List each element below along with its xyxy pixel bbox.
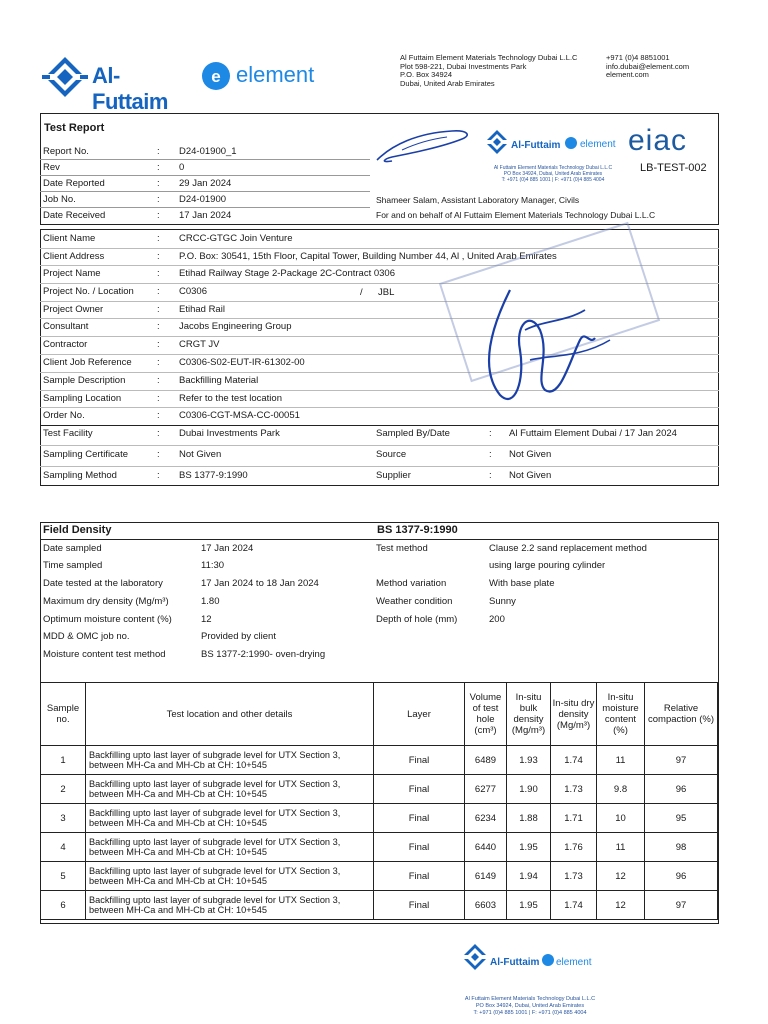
colon-separator: :: [157, 470, 160, 481]
col-header-layer: Layer: [374, 683, 465, 746]
facility-row: [40, 428, 719, 442]
volume-cell: 6603: [465, 891, 507, 920]
eiac-logo: eiac: [628, 124, 688, 157]
row-divider: [40, 159, 370, 160]
field-value: 11:30: [201, 560, 225, 571]
location-cell: [86, 775, 374, 804]
density-param-row: [40, 560, 370, 574]
location-line: between MH-Ca and MH-Cb at CH: 10+545: [89, 760, 267, 770]
compaction-cell: 98: [645, 833, 718, 862]
report-field-row: [40, 146, 370, 160]
density-param-row: [376, 560, 716, 574]
report-title: Test Report: [44, 122, 105, 134]
field-value: Etihad Railway Stage 2-Package 2C-Contract 0306: [179, 268, 395, 279]
density-param-row: [40, 596, 370, 610]
field-label: Weather condition: [376, 596, 453, 607]
volume-cell: 6149: [465, 862, 507, 891]
colon-separator: :: [157, 339, 160, 350]
accreditation-number: LB-TEST-002: [640, 162, 707, 174]
element-wordmark: element: [236, 62, 315, 87]
row-divider: [40, 191, 370, 192]
bulk-density-cell: 1.93: [507, 746, 551, 775]
density-param-row: [40, 614, 370, 628]
cert-company-line: T: +971 (0)4 885 1001 | F: +971 (0)4 885 4004: [501, 177, 605, 183]
col-header-sample-no: Sample no.: [41, 683, 86, 746]
compaction-cell: 96: [645, 862, 718, 891]
location-line: between MH-Ca and MH-Cb at CH: 10+545: [89, 818, 267, 828]
field-value: D24-01900_1: [179, 146, 237, 157]
colon-separator: :: [489, 428, 492, 439]
field-label: Optimum moisture content (%): [43, 614, 172, 625]
address-line: Plot 598-221, Dubai Investments Park: [400, 61, 527, 71]
location-line: Backfilling upto last layer of subgrade level for UTX Section 3,: [89, 836, 341, 847]
col-header-bulk-density: In-situ bulk density (Mg/m³): [507, 683, 551, 746]
bulk-density-cell: 1.88: [507, 804, 551, 833]
address-line: Dubai, United Arab Emirates: [400, 78, 495, 88]
footer-company-line: T: +971 (0)4 885 1001 | F: +971 (0)4 885 4004: [473, 1010, 587, 1016]
facility-row: [40, 449, 719, 463]
signature-cert-mark: [372, 125, 482, 167]
colon-separator: :: [157, 393, 160, 404]
dry-density-cell: 1.73: [551, 775, 597, 804]
table-row: [41, 833, 718, 862]
element-logo: [200, 60, 315, 96]
location-line: Backfilling upto last layer of subgrade level for UTX Section 3,: [89, 749, 341, 760]
density-param-row: [40, 543, 370, 557]
cert-company-info: [478, 165, 628, 183]
colon-separator: :: [489, 470, 492, 481]
field-label: Client Job Reference: [43, 357, 132, 368]
colon-separator: :: [489, 449, 492, 460]
field-label: Sampled By/Date: [376, 428, 450, 439]
compaction-cell: 96: [645, 775, 718, 804]
location-line: between MH-Ca and MH-Cb at CH: 10+545: [89, 789, 267, 799]
website: element.com: [606, 70, 649, 79]
compaction-cell: 97: [645, 891, 718, 920]
field-label: Maximum dry density (Mg/m³): [43, 596, 169, 607]
colon-separator: :: [157, 178, 160, 189]
field-label: Report No.: [43, 146, 89, 157]
bulk-density-cell: 1.95: [507, 833, 551, 862]
field-value: Refer to the test location: [179, 393, 282, 404]
row-divider: [40, 445, 719, 446]
field-value: 0: [179, 162, 185, 173]
svg-text:e: e: [211, 67, 221, 86]
field-label: Date sampled: [43, 543, 102, 554]
field-label: Moisture content test method: [43, 649, 166, 660]
sample-no-cell: 2: [41, 775, 86, 804]
field-density-standard: BS 1377-9:1990: [377, 524, 458, 536]
field-value: Clause 2.2 sand replacement method: [489, 543, 647, 554]
field-label: Source: [376, 449, 407, 460]
bulk-density-cell: 1.94: [507, 862, 551, 891]
table-row: [41, 746, 718, 775]
field-label: MDD & OMC job no.: [43, 631, 130, 642]
field-label: Supplier: [376, 470, 411, 481]
col-header-location: Test location and other details: [86, 683, 374, 746]
field-label: Sampling Location: [43, 393, 122, 404]
field-value: D24-01900: [179, 194, 227, 205]
density-param-row: [376, 596, 716, 610]
field-density-results-table: [40, 682, 718, 920]
address-line: P.O. Box 34924: [400, 70, 452, 79]
colon-separator: :: [157, 146, 160, 157]
footer-company-info: [430, 996, 630, 1017]
field-label: Sampling Method: [43, 470, 117, 481]
field-value: BS 1377-2:1990- oven-drying: [201, 649, 326, 660]
row-divider: [40, 175, 370, 176]
field-label: Time sampled: [43, 560, 103, 571]
sample-no-cell: 3: [41, 804, 86, 833]
field-value: C0306-CGT-MSA-CC-00051: [179, 410, 300, 421]
divider: [40, 425, 719, 426]
location-line: Backfilling upto last layer of subgrade level for UTX Section 3,: [89, 807, 341, 818]
field-value: Etihad Rail: [179, 304, 225, 315]
field-label: Sampling Certificate: [43, 449, 129, 460]
sample-no-cell: 1: [41, 746, 86, 775]
svg-text:Al-Futtaim: Al-Futtaim: [511, 140, 561, 151]
al-futtaim-wordmark: Al-Futtaim: [92, 63, 168, 114]
volume-cell: 6234: [465, 804, 507, 833]
field-label: Sample Description: [43, 375, 126, 386]
colon-separator: :: [157, 162, 160, 173]
location-cell: [86, 804, 374, 833]
field-label: Method variation: [376, 578, 447, 589]
field-label: Depth of hole (mm): [376, 614, 458, 625]
field-value: Not Given: [509, 449, 552, 460]
col-header-volume: Volume of test hole (cm³): [465, 683, 507, 746]
table-row: [41, 891, 718, 920]
location-value: JBL: [378, 287, 395, 298]
field-value: 1.80: [201, 596, 220, 607]
field-value: CRCC-GTGC Join Venture: [179, 233, 293, 244]
volume-cell: 6440: [465, 833, 507, 862]
volume-cell: 6277: [465, 775, 507, 804]
handwritten-signature: [470, 270, 620, 410]
table-row: [41, 775, 718, 804]
element-emblem-icon: [200, 60, 232, 92]
report-field-row: [40, 162, 370, 176]
field-value: Jacobs Engineering Group: [179, 321, 292, 332]
colon-separator: :: [157, 251, 160, 262]
field-value: using large pouring cylinder: [489, 560, 606, 571]
footer-company-line: Al Futtaim Element Materials Technology Dubai L.L.C: [464, 996, 596, 1002]
company-contact: [606, 54, 689, 80]
field-label: Project No. / Location: [43, 286, 134, 297]
al-futtaim-emblem-icon: [42, 55, 88, 99]
al-futtaim-element-seal-icon: [485, 128, 625, 154]
field-value: Not Given: [509, 470, 552, 481]
location-line: between MH-Ca and MH-Cb at CH: 10+545: [89, 876, 267, 886]
colon-separator: :: [157, 428, 160, 439]
field-label: Rev: [43, 162, 60, 173]
col-header-compaction: Relative compaction (%): [645, 683, 718, 746]
location-cell: [86, 891, 374, 920]
density-param-row: [40, 649, 370, 663]
field-value: Backfilling Material: [179, 375, 259, 386]
layer-cell: Final: [374, 833, 465, 862]
report-field-row: [40, 210, 370, 224]
colon-separator: :: [157, 375, 160, 386]
density-param-row: [376, 578, 716, 592]
layer-cell: Final: [374, 746, 465, 775]
on-behalf-statement: For and on behalf of Al Futtaim Element Materials Technology Dubai L.L.C: [376, 210, 656, 220]
field-label: Order No.: [43, 410, 85, 421]
moisture-cell: 11: [597, 746, 645, 775]
field-label: Date Received: [43, 210, 106, 221]
sample-no-cell: 6: [41, 891, 86, 920]
colon-separator: :: [157, 321, 160, 332]
cert-company-line: Al Futtaim Element Materials Technology Dubai L.L.C: [493, 165, 613, 171]
footer-element-wordmark: element: [556, 957, 592, 968]
footer-al-futtaim-wordmark: Al-Futtaim: [490, 957, 540, 968]
divider: [40, 539, 719, 540]
report-field-row: [40, 178, 370, 192]
layer-cell: Final: [374, 804, 465, 833]
density-param-row: [376, 543, 716, 557]
field-value: Provided by client: [201, 631, 276, 642]
colon-separator: :: [157, 304, 160, 315]
colon-separator: :: [157, 449, 160, 460]
dry-density-cell: 1.73: [551, 862, 597, 891]
dry-density-cell: 1.71: [551, 804, 597, 833]
field-value: Al Futtaim Element Dubai / 17 Jan 2024: [509, 428, 677, 439]
field-value: CRGT JV: [179, 339, 220, 350]
location-line: Backfilling upto last layer of subgrade level for UTX Section 3,: [89, 865, 341, 876]
field-label: Project Name: [43, 268, 101, 279]
client-field-row: [40, 410, 700, 424]
field-value: 29 Jan 2024: [179, 178, 232, 189]
location-line: Backfilling upto last layer of subgrade level for UTX Section 3,: [89, 778, 341, 789]
colon-separator: :: [157, 210, 160, 221]
compaction-cell: 97: [645, 746, 718, 775]
location-cell: [86, 833, 374, 862]
phone-number: +971 (0)4 8851001: [606, 53, 670, 62]
moisture-cell: 10: [597, 804, 645, 833]
layer-cell: Final: [374, 775, 465, 804]
field-label: Client Name: [43, 233, 96, 244]
colon-separator: :: [157, 410, 160, 421]
field-label: Project Owner: [43, 304, 104, 315]
moisture-cell: 12: [597, 862, 645, 891]
col-header-moisture: In-situ moisture content (%): [597, 683, 645, 746]
field-value: 17 Jan 2024 to 18 Jan 2024: [201, 578, 319, 589]
field-value: Not Given: [179, 449, 222, 460]
report-field-row: [40, 194, 370, 208]
density-param-row: [40, 631, 370, 645]
row-divider: [40, 466, 719, 467]
location-line: between MH-Ca and MH-Cb at CH: 10+545: [89, 847, 267, 857]
location-line: Backfilling upto last layer of subgrade level for UTX Section 3,: [89, 894, 341, 905]
location-cell: [86, 746, 374, 775]
bulk-density-cell: 1.95: [507, 891, 551, 920]
dry-density-cell: 1.74: [551, 891, 597, 920]
cert-company-line: PO Box 34924, Dubai, United Arab Emirates: [503, 171, 603, 177]
field-value: P.O. Box: 30541, 15th Floor, Capital Tower, Building Number 44, Al , United Arab Emirates: [179, 251, 557, 262]
field-value: 12: [201, 614, 212, 625]
dry-density-cell: 1.74: [551, 746, 597, 775]
layer-cell: Final: [374, 891, 465, 920]
svg-text:element: element: [580, 139, 616, 150]
field-label: Consultant: [43, 321, 89, 332]
colon-separator: :: [157, 194, 160, 205]
table-header-row: [41, 683, 718, 746]
volume-cell: 6489: [465, 746, 507, 775]
field-label: Test Facility: [43, 428, 93, 439]
field-value: 200: [489, 614, 505, 625]
field-value: C0306-S02-EUT-IR-61302-00: [179, 357, 305, 368]
table-row: [41, 804, 718, 833]
field-value: 17 Jan 2024: [179, 210, 232, 221]
signatory-name: Shameer Salam, Assistant Laboratory Manager, Civils: [376, 195, 580, 205]
field-label: Date Reported: [43, 178, 105, 189]
field-label: Contractor: [43, 339, 88, 350]
email-address: info.dubai@element.com: [606, 61, 690, 71]
colon-separator: :: [157, 286, 160, 297]
company-address: [400, 54, 577, 88]
moisture-cell: 12: [597, 891, 645, 920]
field-value: C0306: [179, 286, 207, 297]
field-value: BS 1377-9:1990: [179, 470, 248, 481]
field-value: With base plate: [489, 578, 555, 589]
field-value: Sunny: [489, 596, 516, 607]
field-label: Date tested at the laboratory: [43, 578, 163, 589]
field-label: Test method: [376, 543, 428, 554]
layer-cell: Final: [374, 862, 465, 891]
density-param-row: [376, 614, 716, 628]
bulk-density-cell: 1.90: [507, 775, 551, 804]
moisture-cell: 9.8: [597, 775, 645, 804]
col-header-dry-density: In-situ dry density (Mg/m³): [551, 683, 597, 746]
field-label: Client Address: [43, 251, 105, 262]
dry-density-cell: 1.76: [551, 833, 597, 862]
colon-separator: :: [157, 268, 160, 279]
colon-separator: :: [157, 233, 160, 244]
field-label: Job No.: [43, 194, 76, 205]
field-value: Dubai Investments Park: [179, 428, 280, 439]
location-line: between MH-Ca and MH-Cb at CH: 10+545: [89, 905, 267, 915]
colon-separator: :: [157, 357, 160, 368]
density-param-row: [40, 578, 370, 592]
field-density-title: Field Density: [43, 524, 112, 536]
compaction-cell: 95: [645, 804, 718, 833]
field-value: 17 Jan 2024: [201, 543, 254, 554]
table-row: [41, 862, 718, 891]
sample-no-cell: 4: [41, 833, 86, 862]
address-line: Al Futtaim Element Materials Technology Dubai L.L.C: [400, 53, 578, 62]
sample-no-cell: 5: [41, 862, 86, 891]
al-futtaim-logo: [42, 55, 192, 114]
location-cell: [86, 862, 374, 891]
facility-row: [40, 470, 719, 484]
location-separator: /: [360, 287, 363, 298]
row-divider: [40, 207, 370, 208]
footer-company-line: PO Box 34924, Dubai, United Arab Emirates: [475, 1003, 585, 1009]
moisture-cell: 11: [597, 833, 645, 862]
